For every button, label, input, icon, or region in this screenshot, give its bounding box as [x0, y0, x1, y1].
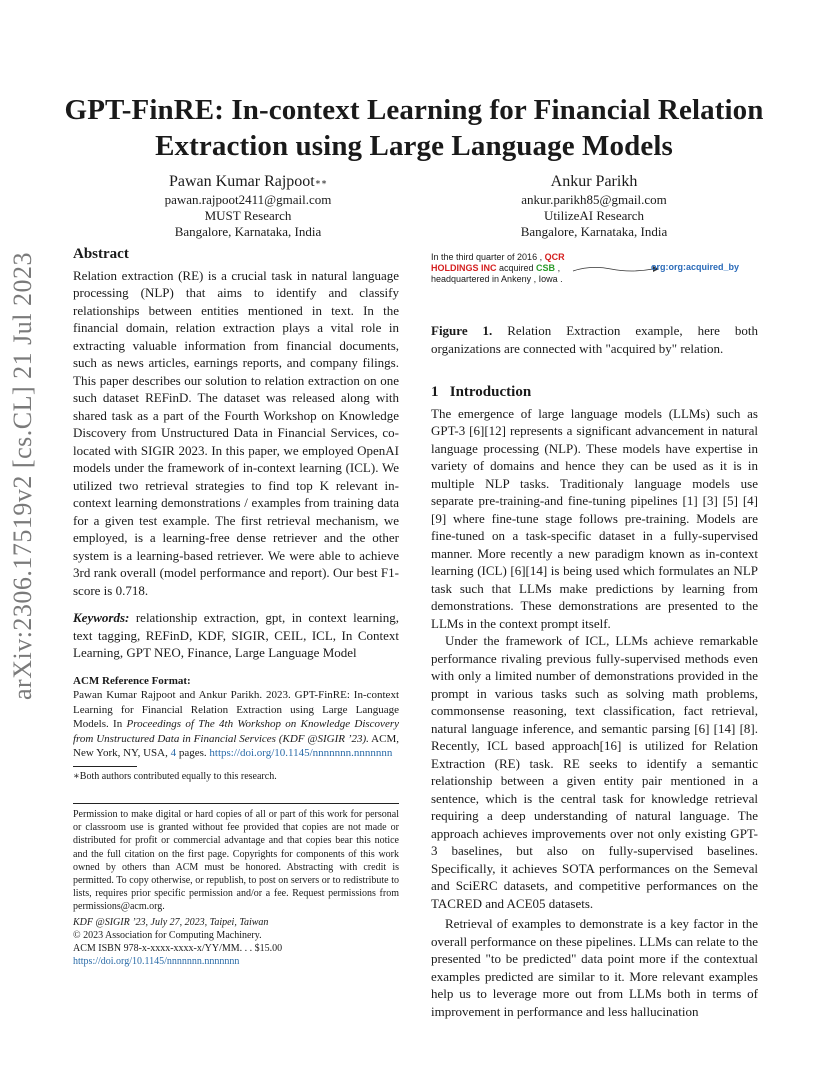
figure-caption-label: Figure 1.: [431, 323, 493, 338]
figure-1: [431, 252, 761, 292]
author-name: Ankur Parikh: [550, 173, 638, 190]
acm-reference-pages: pages.: [176, 747, 210, 759]
permission-block: [73, 808, 399, 968]
permission-rule: [73, 803, 399, 804]
figure-caption-text: Relation Extraction example, here both organizations are connected with "acquired by" relation.: [431, 323, 758, 356]
acm-reference-venue: Proceedings of The 4th Workshop on Knowledge Discovery from Unstructured Data in Financial Services (KDF @SIGIR ’23).: [73, 718, 399, 745]
author-org: UtilizeAI Research: [544, 208, 644, 223]
acm-reference: [73, 674, 399, 761]
figure-text: In the third quarter of 2016 ,: [431, 252, 545, 262]
author-block-1: [120, 172, 376, 240]
entity-1-cont: HOLDINGS INC: [431, 263, 497, 273]
entity-1: QCR: [544, 252, 565, 262]
author-location: Bangalore, Karnataka, India: [174, 224, 322, 239]
keywords-label: Keywords:: [73, 610, 130, 625]
author-location: Bangalore, Karnataka, India: [520, 224, 668, 239]
intro-paragraph-2: Under the framework of ICL, LLMs achieve remarkable performance rivaling previous fully-supervised methods even with only a limited number of demonstrations provided in the prompt in various tasks such as solving math problems, commonsense reasoning, text classification, fact retrieval, natural language inference, and semantic parsing [6] [14] [8]. Recently, ICL based approach[16] is utilized for Relation Extraction (RE) task. RE seeks to identify a semantic relationship between a given entity pair mentioned in a sentence, which is the central task for knowledge retrieval requiring a deep understanding of natural language. The approach achieves improvements over not only existing GPT-3 baselines, but also on fully-supervised baselines. Specifically, it achieves SOTA performances on the Semeval and SciERC datasets, and competitive performances on the TACRED and ACE05 datasets.: [431, 633, 758, 911]
keywords-text: relationship extraction, gpt, in context learning, text tagging, REFinD, KDF, SIGIR, CEIL, ICL, In Context Learning, GPT NEO, Finance, Large Language Model: [73, 610, 399, 660]
copyright: © 2023 Association for Computing Machinery.: [73, 929, 262, 941]
relation-arrow-icon: [571, 263, 661, 275]
author-mark: ∗∗: [314, 177, 327, 187]
intro-paragraph-3: Retrieval of examples to demonstrate is a key factor in the overall performance on these pipelines. LLMs can relate to the presented "to be predicted" data point more if the contextual examples predicted are similar to it. More relevant examples help us to leverage more out from LLMs both in terms of improvement in performance and less hallucination: [431, 916, 758, 1019]
footnote-rule: [73, 766, 137, 767]
section-number: 1: [431, 384, 439, 400]
acm-doi-link[interactable]: https://doi.org/10.1145/nnnnnnn.nnnnnnn: [209, 747, 393, 759]
footnote: ∗Both authors contributed equally to this research.: [73, 771, 277, 782]
keywords: [73, 609, 399, 662]
section-heading: [431, 384, 758, 402]
left-column: [73, 246, 399, 761]
right-column: [431, 384, 758, 1020]
acm-pages-link[interactable]: 4: [170, 747, 177, 759]
relation-label: org:org:acquired_by: [651, 262, 740, 272]
permission-doi-link[interactable]: https://doi.org/10.1145/nnnnnnn.nnnnnnn: [73, 956, 240, 968]
figure-text: ,: [555, 263, 561, 273]
conference-info: KDF @SIGIR ’23, July 27, 2023, Taipei, Taiwan: [73, 916, 269, 928]
figure-text: acquired: [496, 263, 537, 273]
isbn: ACM ISBN 978-x-xxxx-xxxx-x/YY/MM. . . $15.00: [73, 943, 283, 955]
author-email: pawan.rajpoot2411@gmail.com: [164, 192, 332, 207]
entity-2: CSB: [536, 263, 556, 273]
abstract-heading: Abstract: [73, 246, 129, 262]
acm-reference-heading: ACM Reference Format:: [73, 674, 191, 687]
acm-reference-text: Pawan Kumar Rajpoot and Ankur Parikh. 2023. GPT-FinRE: In-context Learning for Financial Relation Extraction using Large Language Models. In: [73, 689, 399, 730]
author-org: MUST Research: [204, 208, 292, 223]
paper-title: GPT-FinRE: In-context Learning for Financial Relation Extraction using Large Language Models: [64, 94, 764, 162]
arxiv-stamp: arXiv:2306.17519v2 [cs.CL] 21 Jul 2023: [8, 252, 37, 700]
abstract-text: Relation extraction (RE) is a crucial task in natural language processing (NLP) that aims to identify and classify relationships between entities mentioned in text. In the financial domain, relation extraction plays a vital role in extracting valuable information from financial documents, such as news articles, earnings reports, and company filings. This paper describes our solution to relation extraction on one such dataset REFinD. The dataset was released along with shared task as a part of the Fourth Workshop on Knowledge Discovery from Unstructured Data in Financial Services, co-located with SIGIR 2023. In this paper, we employed OpenAI models under the framework of in-context learning (ICL). We utilized two retrieval strategies to find top K relevant in-context learning demonstrations / examples from training data for a given test example. The first retrieval mechanism, we employed, is a learning-free dense retriever and the other system is a learning-based retriever. We were able to achieve 3rd rank overall (model performance and report). Our best F1-score is 0.718.: [73, 267, 399, 598]
author-block-2: [466, 172, 722, 240]
figure-text: headquartered in Ankeny , Iowa .: [431, 274, 563, 284]
author-email: ankur.parikh85@gmail.com: [521, 192, 667, 207]
permission-text: Permission to make digital or hard copies of all or part of this work for personal or classroom use is granted without fee provided that copies are not made or distributed for profit or commercial advantage and that copies bear this notice and the full citation on the first page. Copyrights for components of this work owned by others than ACM must be honored. Abstracting with credit is permitted. To copy otherwise, or republish, to post on servers or to redistribute to lists, requires prior specific permission and/or a fee. Request permissions from permissions@acm.org.: [73, 809, 399, 913]
section-title: Introduction: [449, 384, 532, 400]
figure-caption: [431, 322, 758, 357]
acm-reference-publisher: ACM, New York, NY, USA,: [73, 732, 399, 759]
author-name: Pawan Kumar Rajpoot∗∗: [169, 173, 327, 190]
intro-paragraph-1: The emergence of large language models (LLMs) such as GPT-3 [6][12] represents a significant advancement in natural language processing (NLP). These models have expertise in variety of domains and hence they can be used as it is in multiple NLP tasks. Traditionaly language models use separate pre-training-and fine-tuning pipelines [1] [3] [5] [4] [9] where fine-tune stage follows pre-training. Models are fine-tuned on a task-specific dataset in a fully-supervised manner. More recently a new paradigm known as in-context learning (ICL) [6][14] is being used which formulates an NLP task such that LLMs make predictions by learning from demonstrations. These demonstrations are presented to the LLMs in the context prompt itself.: [431, 405, 758, 631]
